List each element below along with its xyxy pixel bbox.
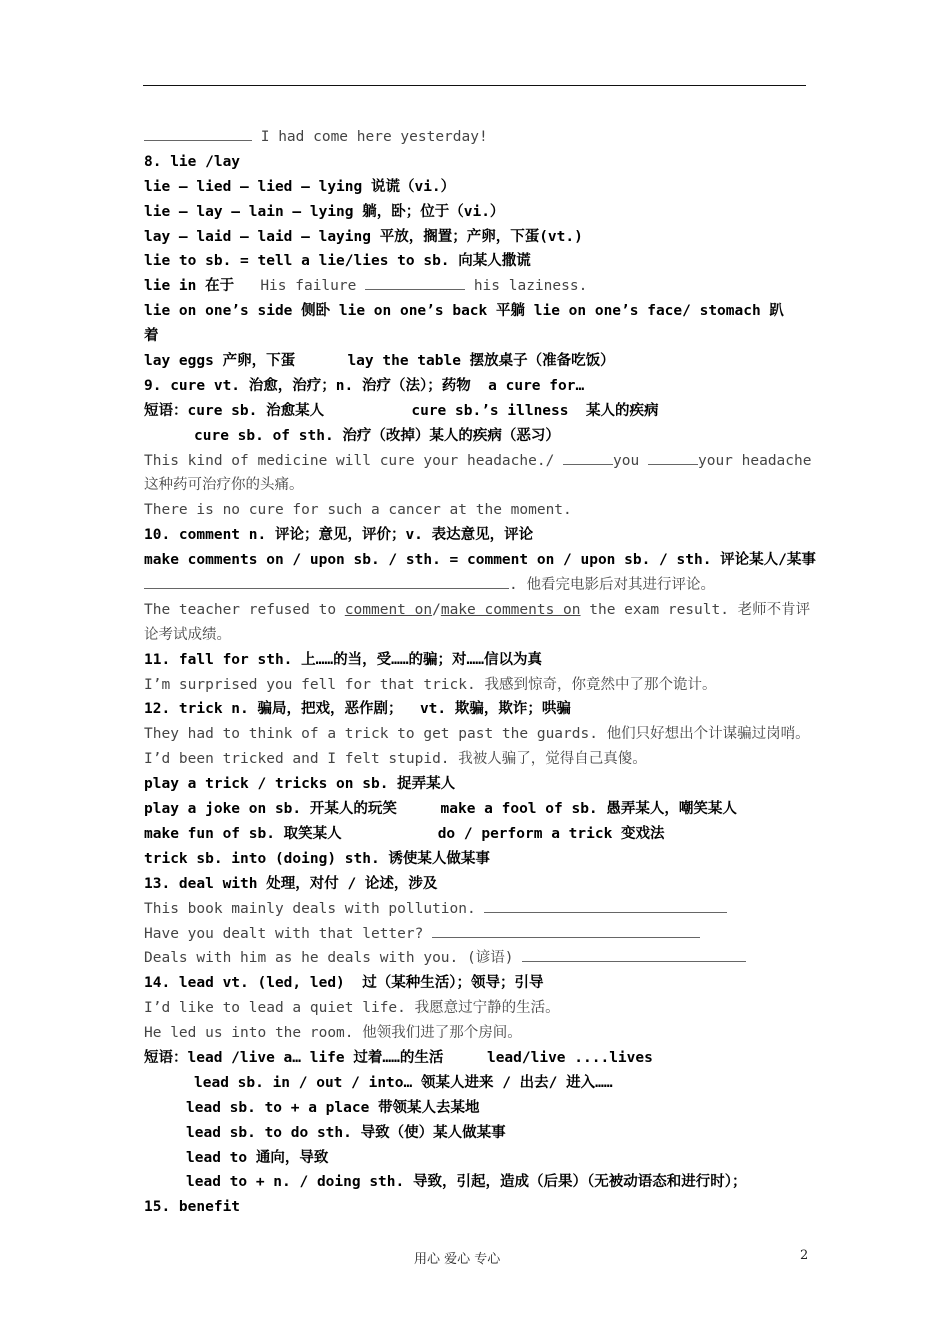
- section-heading: 13. deal with 处理，对付 / 论述，涉及: [144, 875, 438, 892]
- text-line: lie — lied — lied — lying 说谎（vi.）: [144, 178, 456, 195]
- text-line: lead to + n. / doing sth. 导致，引起，造成（后果）（无被动语态和进行时）；: [186, 1174, 747, 1191]
- text-line: lay eggs 产卵，下蛋 lay the table 摆放桌子（准备吃饭）: [144, 353, 615, 370]
- section-heading: 11. fall for sth. 上……的当，受……的骗；对……信以为真: [144, 651, 543, 668]
- answer-blank: [522, 946, 746, 962]
- section-heading: 12. trick n. 骗局，把戏，恶作剧； vt. 欺骗，欺诈；哄骗: [144, 701, 571, 718]
- text-line: lie — lay — lain — lying 躺，卧；位于（vi.）: [144, 203, 505, 220]
- footer-text: 用心 爱心 专心: [414, 1252, 501, 1267]
- text-line: They had to think of a trick to get past the guards. 他们只好想出个计谋骗过岗哨。: [144, 726, 810, 743]
- text-line: trick sb. into (doing) sth. 诱使某人做某事: [144, 850, 490, 867]
- section-heading: 8. lie /lay: [144, 153, 241, 170]
- text-line: I’m surprised you fell for that trick. 我感到惊奇，你竟然中了那个诡计。: [144, 676, 717, 693]
- text-line: I had come here yesterday!: [144, 125, 824, 150]
- text-line: I’d like to lead a quiet life. 我愿意过宁静的生活。: [144, 1000, 560, 1017]
- section-heading: 9. cure vt. 治愈，治疗；n. 治疗（法）；药物 a cure for…: [144, 377, 585, 394]
- header-rule: [143, 85, 806, 86]
- text-line: play a joke on sb. 开某人的玩笑 make a fool of sb. 愚弄某人，嘲笑某人: [144, 801, 737, 818]
- answer-blank: [432, 922, 700, 938]
- answer-blank: [144, 125, 252, 141]
- text-line: lead sb. to do sth. 导致（使）某人做某事: [186, 1124, 506, 1141]
- answer-blank: [648, 449, 698, 465]
- text-line: cure sb. of sth. 治疗（改掉）某人的疾病（恶习）: [194, 427, 560, 444]
- text-line: lie on one’s side 侧卧 lie on one’s back 平躺 lie on one’s face/ stomach 趴: [144, 303, 784, 320]
- document-body: [144, 125, 824, 1220]
- text-line: play a trick / tricks on sb. 捉弄某人: [144, 776, 456, 793]
- text-line: . 他看完电影后对其进行评论。: [144, 573, 824, 598]
- text-line: lay — laid — laid — laying 平放，搁置；产卵，下蛋(vt.): [144, 228, 583, 245]
- text-line: I’d been tricked and I felt stupid. 我被人骗了，觉得自己真傻。: [144, 751, 647, 768]
- section-heading: 14. lead vt. (led, led) 过（某种生活）；领导；引导: [144, 975, 544, 992]
- text-line: lie in 在于 His failure his laziness.: [144, 274, 824, 299]
- text-line: 论考试成绩。: [144, 626, 231, 643]
- text-line: lead sb. to + a place 带领某人去某地: [186, 1099, 480, 1116]
- answer-blank: [365, 274, 465, 290]
- text-line: 短语：cure sb. 治愈某人 cure sb.’s illness 某人的疾病: [144, 402, 659, 419]
- text-line: make fun of sb. 取笑某人 do / perform a trick 变戏法: [144, 825, 665, 842]
- text-line: This book mainly deals with pollution.: [144, 897, 824, 922]
- text-line: Have you dealt with that letter?: [144, 922, 824, 947]
- text-line: lead sb. in / out / into… 领某人进来 / 出去/ 进入……: [194, 1074, 613, 1091]
- text-line: make comments on / upon sb. / sth. = comment on / upon sb. / sth. 评论某人/某事: [144, 552, 816, 569]
- answer-blank: [563, 449, 613, 465]
- text-line: lead to 通向，导致: [186, 1149, 329, 1166]
- text-line: He led us into the room. 他领我们进了那个房间。: [144, 1025, 522, 1042]
- section-heading: 15. benefit: [144, 1199, 241, 1216]
- answer-blank: [144, 573, 509, 589]
- text-line: lie to sb. = tell a lie/lies to sb. 向某人撒谎: [144, 253, 531, 270]
- text-line: Deals with him as he deals with you. (谚语): [144, 946, 824, 971]
- text-line: There is no cure for such a cancer at the moment.: [144, 502, 572, 519]
- text-line: 短语：lead /live a… life 过着……的生活 lead/live ....lives: [144, 1049, 653, 1066]
- section-heading: 10. comment n. 评论；意见，评价；v. 表达意见，评论: [144, 527, 534, 544]
- answer-blank: [484, 897, 727, 913]
- text-line: This kind of medicine will cure your headache./ you your headache: [144, 449, 824, 474]
- text-line: The teacher refused to comment on/make comments on the exam result. 老师不肯评: [144, 601, 811, 618]
- page-number: 2: [800, 1248, 809, 1263]
- text-line: 这种药可治疗你的头痛。: [144, 477, 304, 494]
- text-line: 着: [144, 328, 159, 345]
